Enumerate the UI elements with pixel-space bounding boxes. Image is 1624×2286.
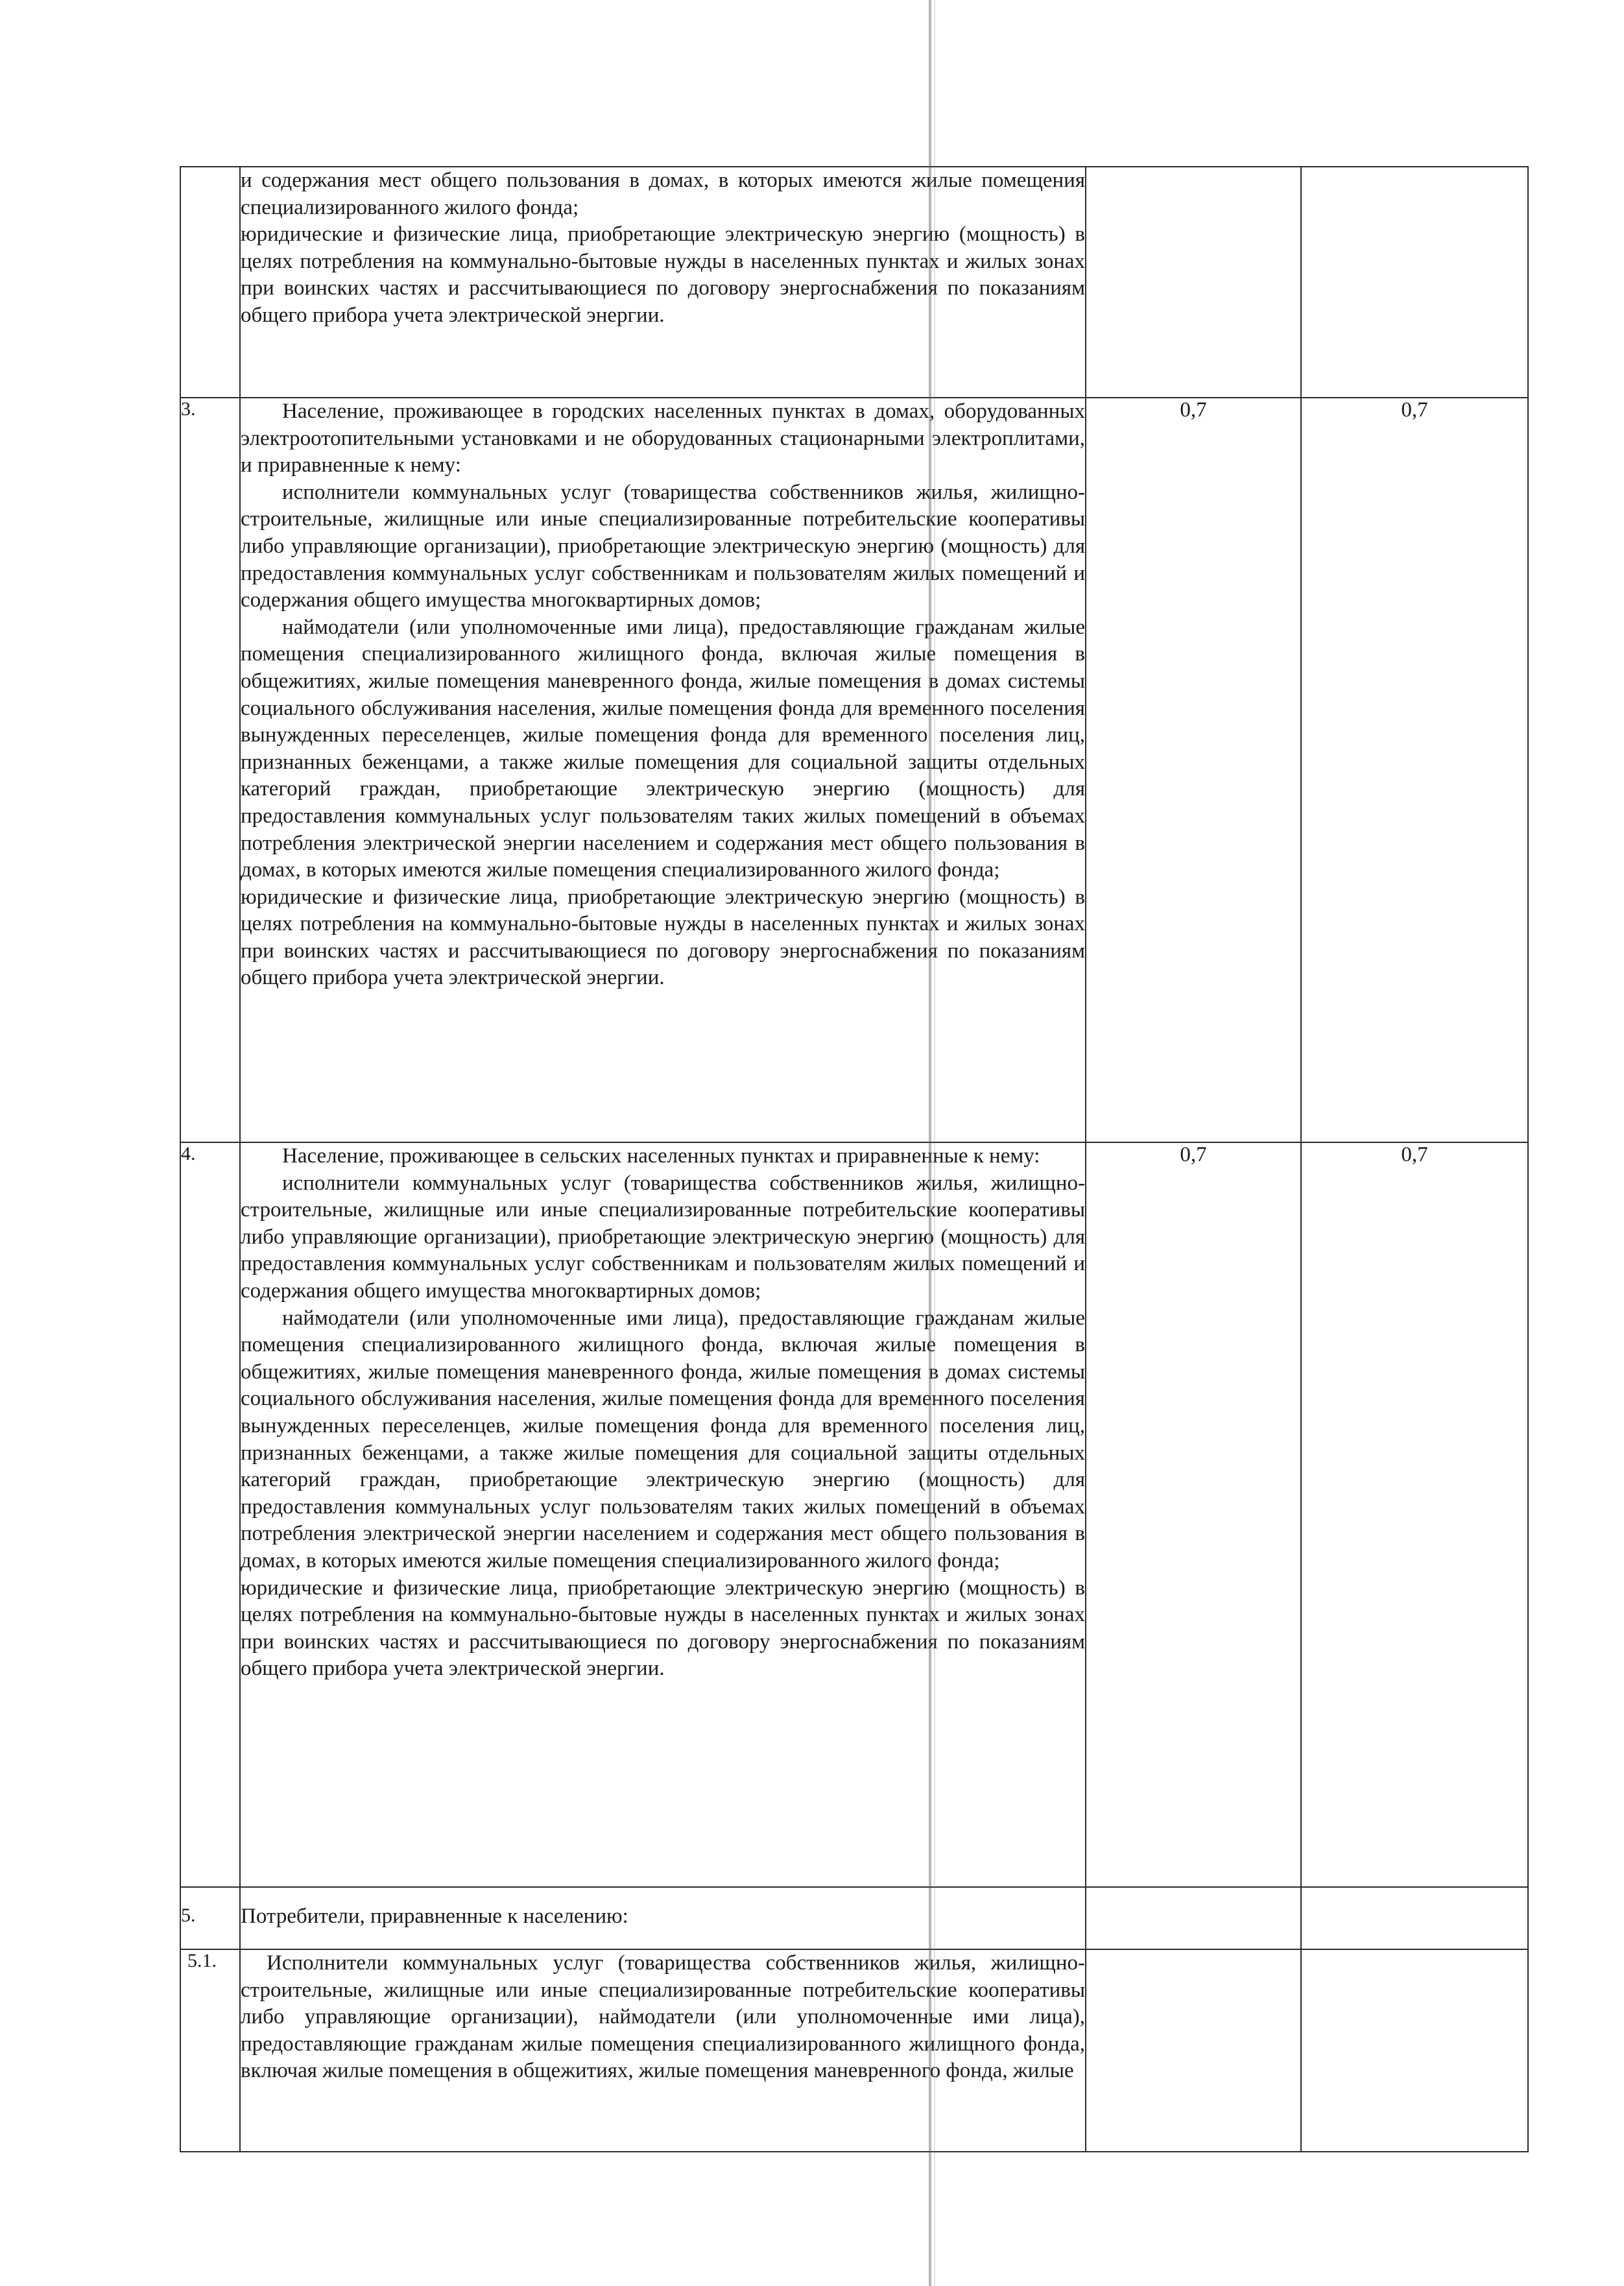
row-description-cell [240,398,1086,1142]
scan-artifact-line [929,0,931,2286]
value-cell-1: 0,7 [1086,398,1301,1142]
row-number-cell: 5.1. [180,1949,240,2152]
paragraph: юридические и физические лица, приобретающие электрическую энергию (мощность) в целях потребления на коммунально-бытовые нужды в населенных пунктах и жилых зонах при воинских частях и рассчитывающиеся по договору энергоснабжения по показаниям общего прибора учета электрической энергии. [241,223,1085,327]
value-cell-1: 0,7 [1086,1142,1301,1887]
value-cell-2 [1301,1949,1528,2152]
table-row-4 [180,1142,1528,1887]
row-description-cell [240,167,1086,398]
value-cell-1 [1086,167,1301,398]
row-description-cell [240,1142,1086,1887]
paragraph: исполнители коммунальных услуг (товарищества собственников жилья, жилищно-строительные, жилищные или иные специализированные потребительские кооперативы либо управляющие организации), приобретающие электрическую энергию (мощность) для предоставления коммунальных услуг собственникам и пользователям жилых помещений и содержания общего имущества многоквартирных домов; [241,480,1085,612]
table-row-5 [180,1887,1528,1949]
row-number-cell: 4. [180,1142,240,1887]
row-number-cell: 3. [180,398,240,1142]
tariff-table [180,166,1529,2152]
value-cell-1 [1086,1949,1301,2152]
value-cell-1 [1086,1887,1301,1949]
row-description-cell [240,1949,1086,2152]
paragraph: наймодатели (или уполномоченные ими лица), предоставляющие гражданам жилые помещения специализированного жилищного фонда, включая жилые помещения в общежитиях, жилые помещения маневренного фонда, жилые помещения в домах системы социального обслуживания населения, жилые помещения фонда для временного поселения вынужденных переселенцев, жилые помещения фонда для временного поселения лиц, признанных беженцами, а также жилые помещения для социальной защиты отдельных категорий граждан, приобретающие электрическую энергию (мощность) для предоставления коммунальных услуг пользователям таких жилых помещений в объемах потребления электрической энергии населением и содержания мест общего пользования в домах, в которых имеются жилые помещения специализированного жилого фонда; [241,1306,1085,1572]
scan-artifact-line [934,0,935,2286]
paragraph: и содержания мест общего пользования в домах, в которых имеются жилые помещения специализированного жилого фонда; [241,169,1085,219]
paragraph: исполнители коммунальных услуг (товарищества собственников жилья, жилищно-строительные, жилищные или иные специализированные потребительские кооперативы либо управляющие организации), приобретающие электрическую энергию (мощность) для предоставления коммунальных услуг собственникам и пользователям жилых помещений и содержания общего имущества многоквартирных домов; [241,1171,1085,1303]
table-row-5-1 [180,1949,1528,2152]
row-description-cell: Потребители, приравненные к населению: [240,1887,1086,1949]
row-number-cell [180,167,240,398]
value-cell-2: 0,7 [1301,398,1528,1142]
paragraph: юридические и физические лица, приобретающие электрическую энергию (мощность) в целях потребления на коммунально-бытовые нужды в населенных пунктах и жилых зонах при воинских частях и рассчитывающиеся по договору энергоснабжения по показаниям общего прибора учета электрической энергии. [241,1576,1085,1681]
value-cell-2 [1301,167,1528,398]
row-number-cell: 5. [180,1887,240,1949]
table-row-continuation [180,167,1528,398]
paragraph: наймодатели (или уполномоченные ими лица), предоставляющие гражданам жилые помещения специализированного жилищного фонда, включая жилые помещения в общежитиях, жилые помещения маневренного фонда, жилые помещения в домах системы социального обслуживания населения, жилые помещения фонда для временного поселения вынужденных переселенцев, жилые помещения фонда для временного поселения лиц, признанных беженцами, а также жилые помещения для социальной защиты отдельных категорий граждан, приобретающие электрическую энергию (мощность) для предоставления коммунальных услуг пользователям таких жилых помещений в объемах потребления электрической энергии населением и содержания мест общего пользования в домах, в которых имеются жилые помещения специализированного жилого фонда; [241,615,1085,882]
paragraph: Население, проживающее в городских населенных пунктах в домах, оборудованных электроотопительными установками и не оборудованных стационарными электроплитами, и приравненные к нему: [241,400,1085,477]
value-cell-2 [1301,1887,1528,1949]
table-row-3 [180,398,1528,1142]
paragraph: юридические и физические лица, приобретающие электрическую энергию (мощность) в целях потребления на коммунально-бытовые нужды в населенных пунктах и жилых зонах при воинских частях и рассчитывающиеся по договору энергоснабжения по показаниям общего прибора учета электрической энергии. [241,885,1085,990]
paragraph: Исполнители коммунальных услуг (товарищества собственников жилья, жилищно-строительные, жилищные или иные специализированные потребительские кооперативы либо управляющие организации), наймодатели (или уполномоченные ими лица), предоставляющие гражданам жилые помещения специализированного жилищного фонда, включая жилые помещения в общежитиях, жилые помещения маневренного фонда, жилые [241,1951,1085,2083]
paragraph: Население, проживающее в сельских населенных пунктах и приравненные к нему: [282,1144,1040,1168]
value-cell-2: 0,7 [1301,1142,1528,1887]
